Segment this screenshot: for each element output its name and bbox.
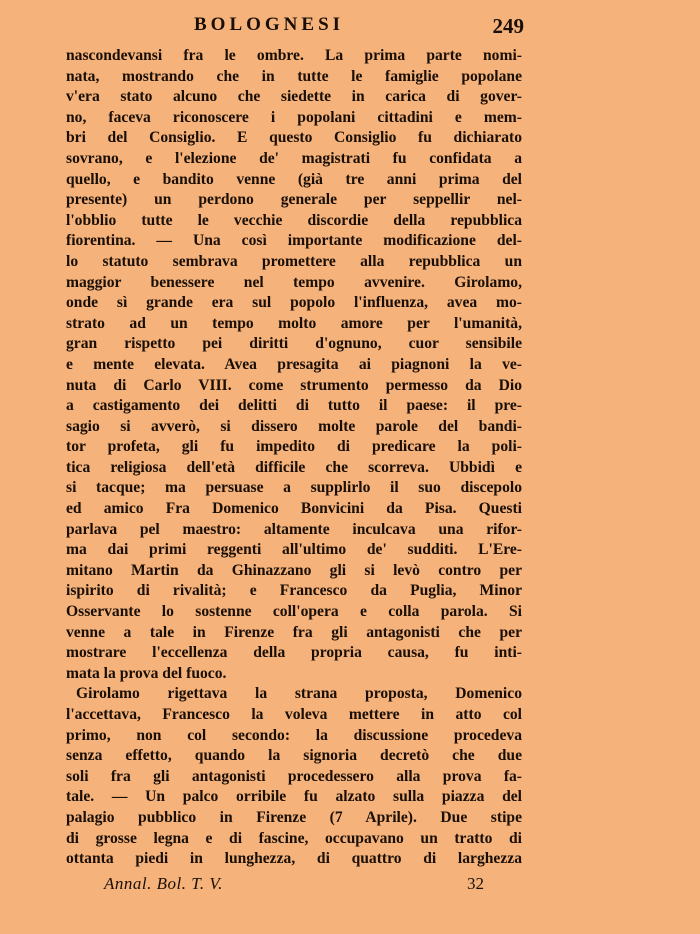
text-line: tor profeta, gli fu impedito di predicare la poli- — [66, 438, 522, 456]
text-line: e mente elevata. Avea presagita ai piagnoni la ve- — [66, 355, 522, 373]
text-line: nuta di Carlo VIII. come strumento permesso da Dio — [66, 376, 522, 394]
text-line: tica religiosa dell'età difficile che scorreva. Ubbidì e — [66, 458, 522, 476]
text-line: ottanta piedi in lunghezza, di quattro di larghezza — [66, 850, 522, 868]
text-line: strato ad un tempo molto amore per l'umanità, — [66, 314, 522, 332]
text-line: l'obblio tutte le vecchie discordie della repubblica — [66, 211, 522, 229]
text-line: nascondevansi fra le ombre. La prima parte nomi- — [66, 47, 522, 64]
page-footer — [104, 874, 484, 898]
paragraph-1 — [66, 46, 522, 684]
text-line: venne a tale in Firenze fra gli antagonisti che per — [66, 623, 522, 641]
footer-signature: Annal. Bol. T. V. — [104, 874, 223, 893]
text-line: sagio si avverò, si dissero molte parole del bandi- — [66, 417, 522, 435]
text-line: a castigamento dei delitti di tutto il paese: il pre- — [66, 397, 522, 415]
text-line: palagio pubblico in Firenze (7 Aprile). Due stipe — [66, 808, 522, 826]
text-line: ispirito di rivalità; e Francesco da Puglia, Minor — [66, 582, 522, 600]
text-line: bri del Consiglio. E questo Consiglio fu dichiarato — [66, 129, 522, 147]
text-line: primo, non col secondo: la discussione procedeva — [66, 726, 522, 744]
text-line: fiorentina. — Una così importante modificazione del- — [66, 232, 522, 250]
text-line: ma dai primi reggenti all'ultimo de' sudditi. L'Ere- — [66, 541, 522, 559]
text-line: lo statuto sembrava promettere alla repubblica un — [66, 252, 522, 270]
text-line: mostrare l'eccellenza della propria causa, fu inti- — [66, 644, 522, 662]
text-line: senza effetto, quando la signoria decretò che due — [66, 747, 522, 765]
text-line: parlava pel maestro: altamente inculcava una rifor- — [66, 520, 522, 538]
text-line: gran rispetto pei diritti d'ognuno, cuor sensibile — [66, 335, 522, 353]
body-text — [66, 46, 522, 870]
running-title: BOLOGNESI — [194, 14, 345, 35]
text-line: si tacque; ma persuase a supplirlo il suo discepolo — [66, 479, 522, 497]
page-number: 249 — [492, 14, 524, 38]
text-line: onde sì grande era sul popolo l'influenza, avea mo- — [66, 294, 522, 312]
text-line: quello, e bandito venne (già tre anni prima del — [66, 170, 522, 188]
text-line: maggior benessere nel tempo avvenire. Girolamo, — [66, 273, 522, 291]
text-line: mitano Martin da Ghinazzano gli si levò contro per — [66, 561, 522, 579]
running-head — [66, 12, 524, 40]
text-line: l'accettava, Francesco la voleva mettere in atto col — [66, 706, 522, 723]
paragraph-2 — [66, 684, 522, 869]
text-line: presente) un perdono generale per seppellir nel- — [66, 191, 522, 209]
text-line: Girolamo rigettava la strana proposta, Domenico — [76, 685, 522, 703]
text-line: sovrano, e l'elezione de' magistrati fu confidata a — [66, 149, 522, 167]
text-line: tale. — Un palco orribile fu alzato sulla piazza del — [66, 788, 522, 806]
text-line: di grosse legna e di fascine, occupavano un tratto di — [66, 829, 522, 847]
footer-sheet-number: 32 — [467, 874, 484, 893]
text-line: soli fra gli antagonisti procedessero alla prova fa- — [66, 767, 522, 785]
text-line: mata la prova del fuoco. — [66, 664, 227, 682]
text-line: nata, mostrando che in tutte le famiglie popolane — [66, 67, 522, 85]
text-line: v'era stato alcuno che siedette in carica di gover- — [66, 88, 522, 106]
text-line: Osservante lo sostenne coll'opera e colla parola. Si — [66, 603, 522, 621]
text-line: no, faceva riconoscere i popolani cittadini e mem- — [66, 108, 522, 126]
text-line: ed amico Fra Domenico Bonvicini da Pisa. Questi — [66, 500, 522, 518]
